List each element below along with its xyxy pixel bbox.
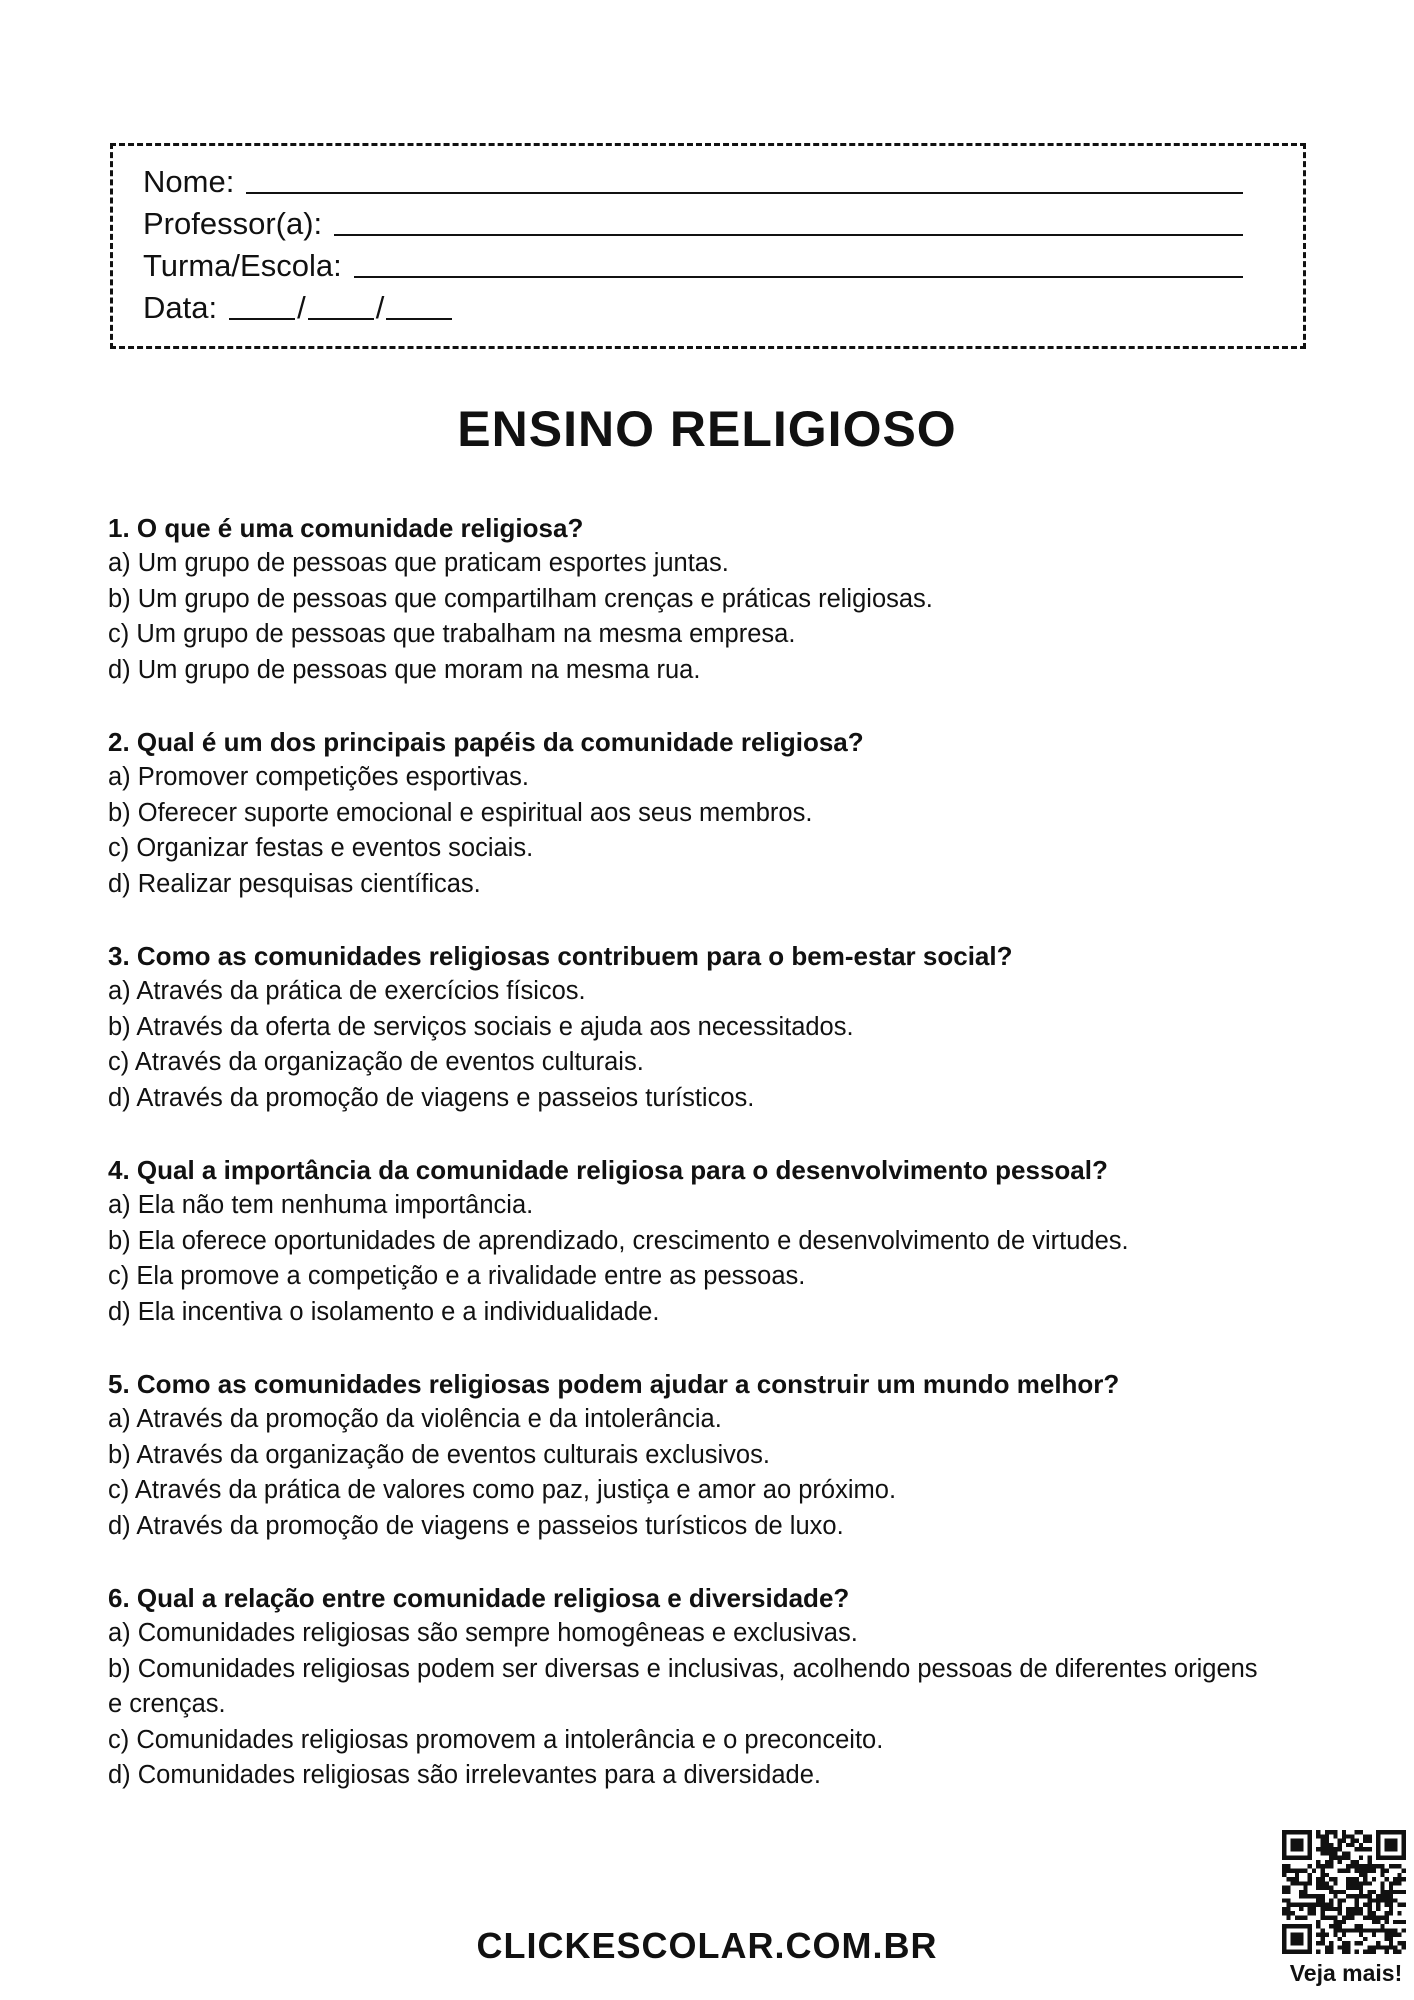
page-title: ENSINO RELIGIOSO [457, 401, 957, 457]
option-d: d) Comunidades religiosas são irrelevantes para a diversidade. [108, 1761, 821, 1789]
option-d: d) Realizar pesquisas científicas. [108, 869, 481, 898]
date-month-line[interactable] [308, 288, 374, 320]
turma-line[interactable] [354, 246, 1243, 278]
question-text: 4. Qual a importância da comunidade religiosa para o desenvolvimento pessoal? [108, 1155, 1108, 1185]
option-a: a) Ela não tem nenhuma importância. [108, 1191, 534, 1219]
option-c: c) Ela promove a competição e a rivalidade entre as pessoas. [108, 1262, 806, 1290]
option-c: c) Organizar festas e eventos sociais. [108, 834, 534, 862]
question-1 [108, 510, 1258, 688]
option-b: b) Comunidades religiosas podem ser diversas e inclusivas, acolhendo pessoas de diferentes origens e crenças. [108, 1654, 1258, 1718]
qr-code-icon[interactable] [1282, 1830, 1406, 1954]
site-url[interactable]: CLICKESCOLAR.COM.BR [476, 1925, 938, 1966]
professor-field [143, 202, 1243, 242]
option-c: c) Através da organização de eventos culturais. [108, 1048, 644, 1076]
option-a: a) Promover competições esportivas. [108, 763, 529, 791]
option-a: a) Um grupo de pessoas que praticam esportes juntas. [108, 549, 729, 577]
option-d: d) Através da promoção de viagens e passeios turísticos. [108, 1083, 755, 1112]
option-b: b) Através da organização de eventos culturais exclusivos. [108, 1440, 770, 1469]
date-separator: / [297, 290, 306, 325]
question-2 [108, 724, 1258, 902]
date-year-line[interactable] [386, 288, 452, 320]
question-text: 2. Qual é um dos principais papéis da comunidade religiosa? [108, 727, 864, 757]
option-b: b) Ela oferece oportunidades de aprendizado, crescimento e desenvolvimento de virtudes. [108, 1226, 1129, 1255]
option-d: d) Ela incentiva o isolamento e a individualidade. [108, 1297, 660, 1326]
question-text: 6. Qual a relação entre comunidade religiosa e diversidade? [108, 1583, 850, 1613]
date-separator: / [375, 290, 385, 325]
option-c: c) Através da prática de valores como paz, justiça e amor ao próximo. [108, 1476, 897, 1504]
option-c: c) Comunidades religiosas promovem a intolerância e o preconceito. [108, 1725, 884, 1754]
option-d: d) Um grupo de pessoas que moram na mesma rua. [108, 655, 701, 684]
question-list [108, 510, 1258, 1830]
option-a: a) Comunidades religiosas são sempre homogêneas e exclusivas. [108, 1619, 858, 1647]
data-label: Data: [143, 290, 218, 325]
option-a: a) Através da prática de exercícios físicos. [108, 977, 586, 1005]
question-4 [108, 1152, 1258, 1330]
question-3 [108, 938, 1258, 1116]
option-b: b) Oferecer suporte emocional e espiritual aos seus membros. [108, 798, 813, 827]
student-info-box [110, 143, 1306, 349]
question-6 [108, 1580, 1258, 1794]
option-a: a) Através da promoção da violência e da intolerância. [108, 1405, 722, 1433]
question-5 [108, 1366, 1258, 1544]
question-text: 1. O que é uma comunidade religiosa? [108, 513, 584, 543]
nome-line[interactable] [246, 162, 1243, 194]
option-b: b) Um grupo de pessoas que compartilham crenças e práticas religiosas. [108, 584, 933, 613]
turma-field [143, 244, 1243, 284]
data-field [143, 286, 452, 326]
nome-label: Nome: [143, 164, 235, 199]
option-b: b) Através da oferta de serviços sociais e ajuda aos necessitados. [108, 1012, 854, 1041]
turma-label: Turma/Escola: [143, 248, 342, 283]
question-text: 5. Como as comunidades religiosas podem ajudar a construir um mundo melhor? [108, 1369, 1120, 1399]
question-text: 3. Como as comunidades religiosas contribuem para o bem-estar social? [108, 941, 1013, 971]
professor-line[interactable] [334, 204, 1243, 236]
nome-field [143, 160, 1243, 200]
professor-label: Professor(a): [143, 206, 323, 241]
option-d: d) Através da promoção de viagens e passeios turísticos de luxo. [108, 1511, 844, 1540]
option-c: c) Um grupo de pessoas que trabalham na mesma empresa. [108, 620, 796, 648]
qr-caption: Veja mais! [1289, 1960, 1403, 1986]
date-day-line[interactable] [229, 288, 295, 320]
